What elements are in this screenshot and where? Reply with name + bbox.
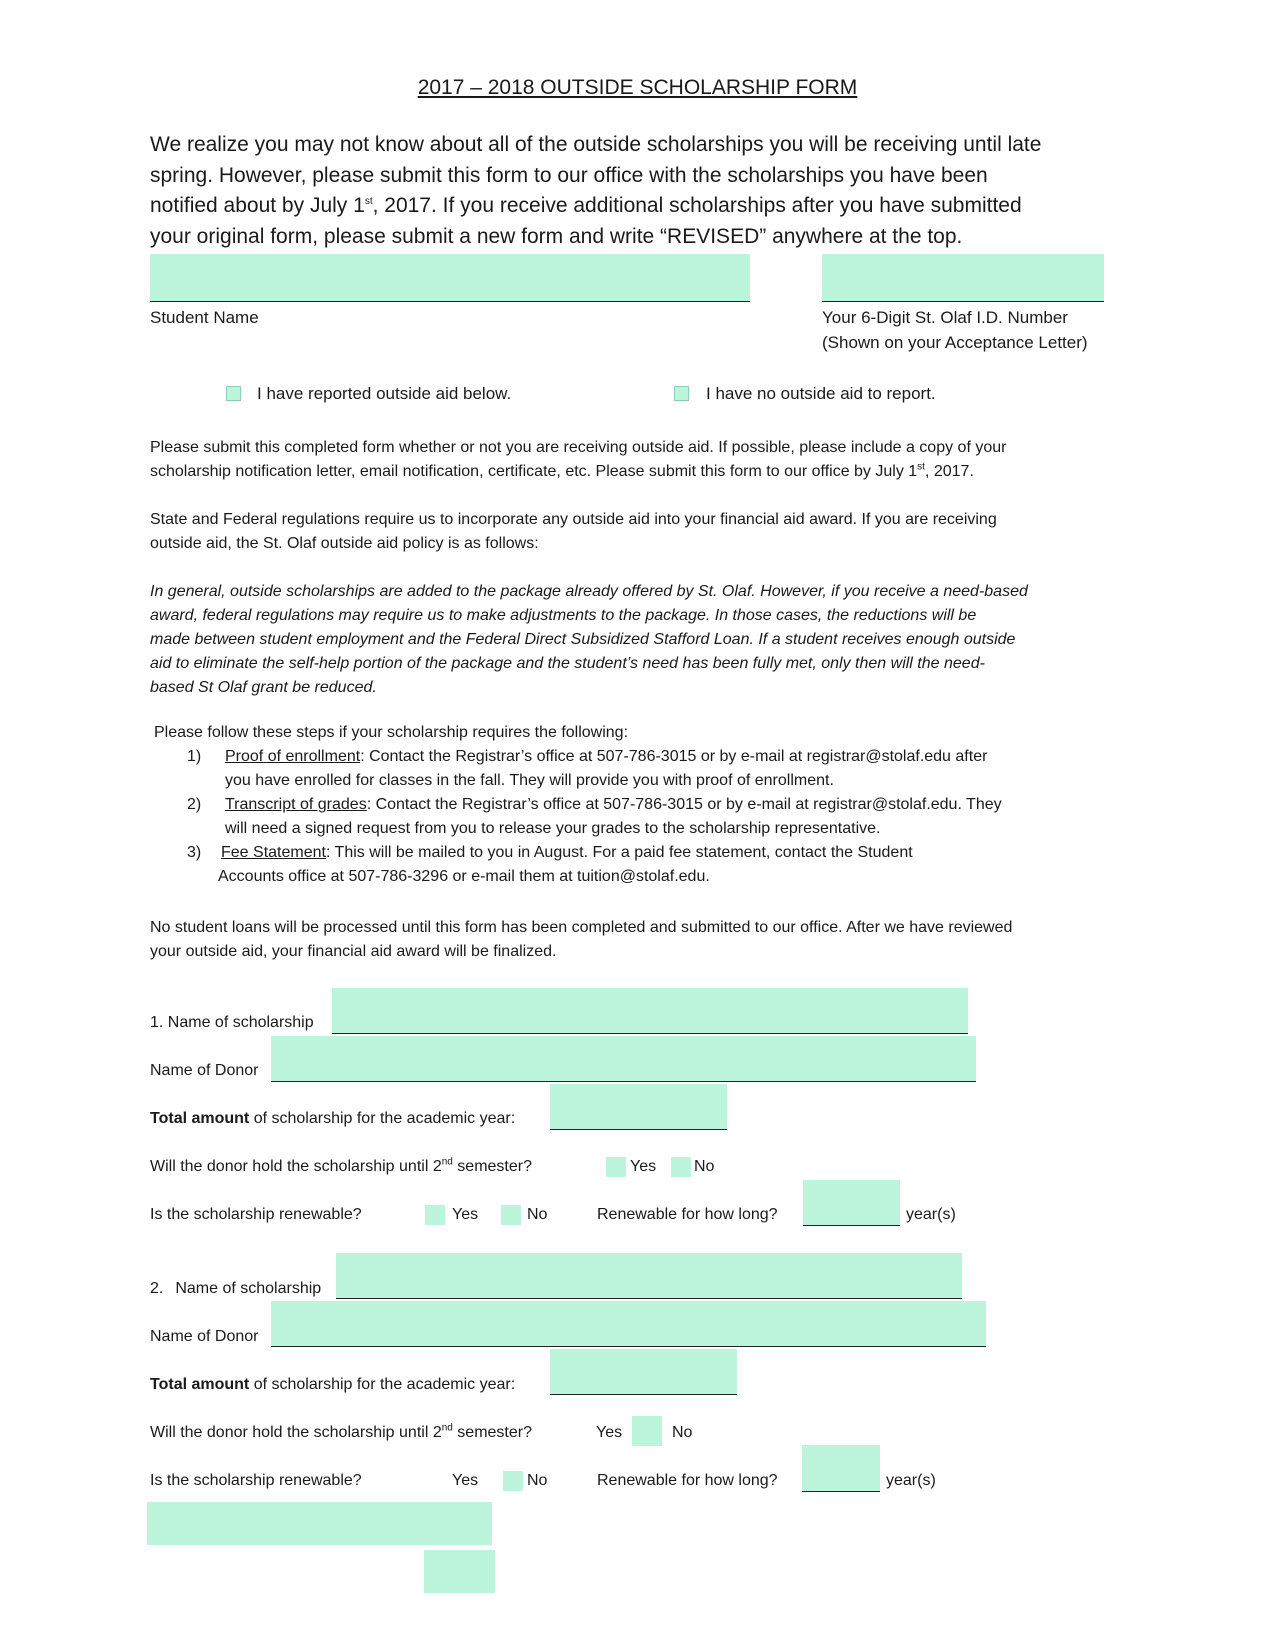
step-2-title: Transcript of grades bbox=[225, 796, 367, 813]
scholarship-1-donor-line bbox=[271, 1081, 976, 1082]
step-1-text: : Contact the Registrar’s office at 507-786-3015 or by e-mail at registrar@stolaf.edu after bbox=[360, 748, 988, 765]
scholarship-2-number: 2. bbox=[150, 1280, 164, 1297]
scholarship-1-hold-yes-label: Yes bbox=[630, 1158, 657, 1175]
scholarship-1-renew-no-checkbox[interactable] bbox=[501, 1205, 521, 1225]
scholarship-1-name-line bbox=[332, 1033, 968, 1034]
scholarship-2-amount-line bbox=[550, 1394, 737, 1395]
submit-notice-line-2-a: scholarship notification letter, email notification, certificate, etc. Please submit this form to our office by July 1 bbox=[150, 463, 918, 480]
step-3-number: 3) bbox=[187, 844, 202, 861]
scholarship-1-years-label: year(s) bbox=[906, 1206, 956, 1223]
scholarship-2-amount-bold: Total amount bbox=[150, 1376, 250, 1393]
scholarship-2-donor-line bbox=[271, 1346, 986, 1347]
scholarship-2-name-line bbox=[336, 1298, 962, 1299]
student-id-line bbox=[822, 301, 1104, 302]
policy-line-3: made between student employment and the Federal Direct Subsidized Stafford Loan. If a student receives enough outside bbox=[150, 631, 1016, 648]
intro-line-3-a: notified about by July 1 bbox=[150, 194, 365, 217]
loans-notice-line-2: your outside aid, your financial aid award will be finalized. bbox=[150, 943, 557, 960]
scholarship-2-hold-question bbox=[150, 1424, 532, 1442]
intro-paragraph bbox=[150, 130, 1130, 252]
reported-aid-checkbox[interactable] bbox=[226, 386, 241, 401]
scholarship-2-hold-sup: nd bbox=[441, 1422, 453, 1434]
policy-line-2: award, federal regulations may require us to make adjustments to the package. In those cases, the reductions will be bbox=[150, 607, 977, 624]
scholarship-1-amount-bold: Total amount bbox=[150, 1110, 250, 1127]
scholarship-1-hold-yes-checkbox[interactable] bbox=[606, 1157, 626, 1177]
intro-line-4: your original form, please submit a new form and write “REVISED” anywhere at the top. bbox=[150, 224, 963, 248]
scholarship-2-name-text: Name of scholarship bbox=[175, 1280, 322, 1297]
scholarship-2-amount-rest: of scholarship for the academic year: bbox=[249, 1376, 516, 1393]
bottom-small-field[interactable] bbox=[424, 1550, 495, 1593]
submit-notice-line-2-b: , 2017. bbox=[924, 463, 974, 480]
step-1-title: Proof of enrollment bbox=[225, 748, 361, 765]
scholarship-2-amount-field[interactable] bbox=[550, 1349, 737, 1395]
regulations-paragraph bbox=[150, 508, 1170, 556]
scholarship-1-hold-question bbox=[150, 1158, 532, 1176]
form-title: 2017 – 2018 OUTSIDE SCHOLARSHIP FORM bbox=[417, 76, 858, 99]
policy-line-4: aid to eliminate the self-help portion of the package and the student’s need has been fully met, only then will the need- bbox=[150, 655, 985, 672]
loans-notice-line-1: No student loans will be processed until this form has been completed and submitted to our office. After we have reviewed bbox=[150, 919, 1013, 936]
policy-paragraph bbox=[150, 580, 1170, 700]
intro-line-3-sup: st bbox=[364, 196, 373, 207]
step-2-line-2: will need a signed request from you to release your grades to the scholarship representative. bbox=[225, 820, 881, 837]
student-id-label: Your 6-Digit St. Olaf I.D. Number bbox=[822, 308, 1068, 327]
scholarship-2-renew-no-label: No bbox=[527, 1472, 548, 1489]
scholarship-1-amount-rest: of scholarship for the academic year: bbox=[249, 1110, 516, 1127]
no-aid-label: I have no outside aid to report. bbox=[706, 384, 936, 403]
intro-line-3-b: , 2017. If you receive additional scholarships after you have submitted bbox=[372, 194, 1022, 217]
student-id-note: (Shown on your Acceptance Letter) bbox=[822, 333, 1088, 352]
step-3-line-2: Accounts office at 507-786-3296 or e-mail them at tuition@stolaf.edu. bbox=[218, 868, 710, 885]
scholarship-2-hold-no-checkbox[interactable] bbox=[632, 1416, 662, 1446]
step-2-text: : Contact the Registrar’s office at 507-786-3015 or by e-mail at registrar@stolaf.edu. They bbox=[366, 796, 1002, 813]
submit-notice-line-1: Please submit this completed form whether or not you are receiving outside aid. If possible, please include a copy of your bbox=[150, 439, 1007, 456]
steps-intro: Please follow these steps if your scholarship requires the following: bbox=[154, 724, 629, 741]
policy-line-5: based St Olaf grant be reduced. bbox=[150, 679, 377, 696]
loans-notice bbox=[150, 916, 1170, 964]
step-3-text: : This will be mailed to you in August. For a paid fee statement, contact the Student bbox=[325, 844, 913, 861]
scholarship-1-donor-field[interactable] bbox=[271, 1036, 976, 1082]
regulations-line-2: outside aid, the St. Olaf outside aid policy is as follows: bbox=[150, 535, 539, 552]
intro-line-1: We realize you may not know about all of the outside scholarships you will be receiving until late bbox=[150, 133, 1042, 156]
scholarship-2-hold-b: semester? bbox=[452, 1424, 532, 1441]
step-2-line-1 bbox=[225, 796, 1002, 814]
submit-notice-line-2-sup: st bbox=[917, 461, 925, 473]
reported-aid-label: I have reported outside aid below. bbox=[257, 384, 512, 403]
student-name-field[interactable] bbox=[150, 254, 750, 302]
scholarship-1-hold-a: Will the donor hold the scholarship until 2 bbox=[150, 1158, 442, 1175]
scholarship-2-renew-years-line bbox=[802, 1491, 880, 1492]
scholarship-1-name-field[interactable] bbox=[332, 988, 968, 1034]
scholarship-1-amount-label bbox=[150, 1110, 515, 1128]
submit-notice-line-2 bbox=[150, 460, 1150, 484]
scholarship-2-renew-long-label: Renewable for how long? bbox=[597, 1472, 778, 1489]
policy-line-1: In general, outside scholarships are added to the package already offered by St. Olaf. However, if you receive a need-based bbox=[150, 583, 1028, 600]
scholarship-1-hold-b: semester? bbox=[452, 1158, 532, 1175]
submit-notice bbox=[150, 436, 1150, 484]
scholarship-1-renew-years-line bbox=[803, 1225, 900, 1226]
scholarship-2-renew-no-checkbox[interactable] bbox=[503, 1471, 523, 1491]
step-1-number: 1) bbox=[187, 748, 202, 765]
scholarship-2-name-label bbox=[150, 1280, 321, 1298]
scholarship-2-years-label: year(s) bbox=[886, 1472, 936, 1489]
scholarship-1-renew-yes-label: Yes bbox=[452, 1206, 479, 1223]
scholarship-1-hold-no-checkbox[interactable] bbox=[671, 1157, 691, 1177]
student-name-line bbox=[150, 301, 750, 302]
bottom-text-field[interactable] bbox=[147, 1502, 492, 1545]
scholarship-2-donor-label: Name of Donor bbox=[150, 1328, 259, 1345]
student-name-label: Student Name bbox=[150, 308, 259, 327]
scholarship-1-renew-long-label: Renewable for how long? bbox=[597, 1206, 778, 1223]
step-3-line-1 bbox=[221, 844, 913, 862]
step-3-title: Fee Statement bbox=[221, 844, 326, 861]
no-aid-checkbox[interactable] bbox=[674, 386, 689, 401]
scholarship-1-name-label: 1. Name of scholarship bbox=[150, 1014, 314, 1031]
scholarship-1-hold-sup: nd bbox=[441, 1156, 453, 1168]
scholarship-1-renew-years-field[interactable] bbox=[803, 1180, 900, 1226]
scholarship-2-name-field[interactable] bbox=[336, 1253, 962, 1299]
scholarship-2-renew-yes-label: Yes bbox=[452, 1472, 479, 1489]
step-1-line-2: you have enrolled for classes in the fall. They will provide you with proof of enrollment. bbox=[225, 772, 834, 789]
scholarship-1-renew-yes-checkbox[interactable] bbox=[425, 1205, 445, 1225]
step-2-number: 2) bbox=[187, 796, 202, 813]
scholarship-1-hold-no-label: No bbox=[694, 1158, 715, 1175]
scholarship-2-hold-no-label: No bbox=[672, 1424, 693, 1441]
regulations-line-1: State and Federal regulations require us to incorporate any outside aid into your financial aid award. If you are receiving bbox=[150, 511, 997, 528]
scholarship-2-renew-years-field[interactable] bbox=[802, 1445, 880, 1492]
scholarship-2-hold-yes-label: Yes bbox=[596, 1424, 623, 1441]
scholarship-1-amount-line bbox=[550, 1129, 727, 1130]
scholarship-1-renew-question: Is the scholarship renewable? bbox=[150, 1206, 362, 1223]
scholarship-2-donor-field[interactable] bbox=[271, 1301, 986, 1347]
intro-line-3 bbox=[150, 191, 1130, 222]
scholarship-2-hold-a: Will the donor hold the scholarship until 2 bbox=[150, 1424, 442, 1441]
scholarship-1-renew-no-label: No bbox=[527, 1206, 548, 1223]
scholarship-2-renew-question: Is the scholarship renewable? bbox=[150, 1472, 362, 1489]
scholarship-1-donor-label: Name of Donor bbox=[150, 1062, 259, 1079]
intro-line-2: spring. However, please submit this form to our office with the scholarships you have been bbox=[150, 163, 988, 187]
scholarship-1-amount-field[interactable] bbox=[550, 1084, 727, 1130]
scholarship-2-amount-label bbox=[150, 1376, 515, 1394]
student-id-field[interactable] bbox=[822, 254, 1104, 302]
step-1-line-1 bbox=[225, 748, 987, 766]
